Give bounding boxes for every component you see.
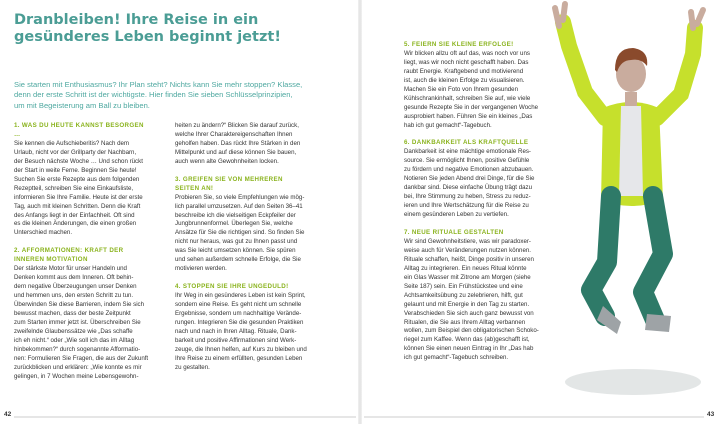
page-number-right: 43	[707, 411, 715, 418]
body-line: nach und nach in Ihren Alltag. Rituale, Dank-	[175, 327, 297, 335]
paragraph-gap	[175, 167, 315, 176]
paragraph-gap	[404, 131, 544, 140]
body-line: Denken kommt aus dem Inneren. Oft behin-	[14, 274, 134, 282]
section-heading: 2. AFFORMATIONEN: KRAFT DER	[14, 247, 124, 255]
body-line: ich eh nicht.“ oder „Wie soll ich das im Alltag	[14, 336, 135, 344]
paragraph-gap	[175, 274, 315, 283]
body-line: bewusst machen, dass der beste Zeitpunkt	[14, 310, 131, 317]
right-leg-icon	[643, 196, 663, 320]
book-gutter	[358, 0, 362, 424]
body-line: Sie kennen die Aufschieberitis? Nach dem	[14, 139, 130, 147]
neck-icon	[625, 92, 637, 106]
body-line: Ergebnisse, sondern um nachhaltige Verände-	[175, 309, 302, 317]
body-line: liegt, was wir noch nicht geschafft haben. Das	[404, 58, 529, 66]
section-heading: 1. WAS DU HEUTE KANNST BESORGEN …	[14, 122, 144, 138]
section-heading: 7. NEUE RITUALE GESTALTEN	[404, 228, 504, 236]
body-line: geholfen haben. Das rückt Ihre Stärken in den	[175, 139, 301, 147]
body-line: nicht nur heraus, was gut zu Ihnen passt und	[175, 238, 298, 246]
ground-shadow-icon	[565, 369, 701, 395]
body-line: hab ich gut gemacht“-Tagebuch.	[404, 121, 492, 129]
body-line: ein Glas Wasser mit Zitrone am Morgen (siehe	[404, 273, 531, 281]
body-line: Urlaub, nicht vor der Grillparty der Nachbarn,	[14, 148, 137, 156]
footer-rule-right	[364, 416, 704, 418]
body-line: ieren und Ihre Wertschätzung für die Reise zu	[404, 202, 529, 210]
section-heading: INNEREN MOTIVATION	[14, 256, 88, 264]
body-line: Ansätze für Sie die richtigen sind. So finden Sie	[175, 229, 305, 237]
body-line: Achtsamkeitsübung zu zelebrieren, hilft, gut	[404, 291, 523, 299]
body-line: Rezeptteil, schreiben Sie eine Einkaufsliste,	[14, 184, 134, 192]
section-heading: SEITEN AN!	[175, 184, 214, 192]
body-line: zum Starten immer jetzt ist. Überschreiben Sie	[14, 318, 141, 326]
body-line: hinbekommen?“ durch sogenannte Afformatio-	[14, 345, 141, 353]
body-line: heiten zu ändern?“ Blicken Sie darauf zurück,	[175, 122, 299, 129]
body-line: zurückblicken und erklären: „Wie konnte es mir	[14, 363, 142, 371]
body-line: Wir sind Gewohnheitstiere, was wir paradoxer-	[404, 237, 531, 245]
body-line: bei, Ihre Stimmung zu heben, Stress zu reduz-	[404, 193, 531, 201]
title-line-1: Dranbleiben! Ihre Reise in ein	[14, 12, 259, 28]
body-line: Notieren Sie jeden Abend drei Dinge, für die Sie	[404, 175, 535, 183]
body-line: Tag, auch mit kleinen Schritten. Denn die Kraft	[14, 202, 141, 210]
body-line: Dankbarkeit ist eine mächtige emotionale Res-	[404, 148, 531, 156]
section-heading: 6. DANKBARKEIT ALS KRAFTQUELLE	[404, 139, 529, 147]
body-line: was Sie leicht umsetzen können. Sie spüren	[175, 247, 296, 255]
page-number-left: 42	[4, 411, 12, 418]
intro-paragraph	[14, 80, 344, 111]
body-line: Seite 187) sein. Ein Frühstückstee und eine	[404, 282, 523, 290]
shirt-icon	[619, 106, 643, 196]
body-line: ist, auch die kleinen Erfolge zu visualisieren.	[404, 76, 525, 84]
body-line: Überwinden Sie diese Barrieren, indem Sie sich	[14, 301, 145, 309]
body-line: informieren Sie Ihre Familie. Heute ist der erste	[14, 193, 143, 201]
intro-line: um mit Begeisterung am Ball zu bleiben.	[14, 100, 150, 110]
text-column-1	[14, 122, 152, 382]
body-line: einem gesünderen Leben zu vertiefen.	[404, 211, 509, 219]
section-heading: 5. FEIERN SIE KLEINE ERFOLGE!	[404, 41, 514, 48]
body-line: Rituale schaffen, heißt, Dinge positiv in unseren	[404, 255, 534, 263]
body-line: des Anfangs liegt in der Einfachheit. Oft sind	[14, 211, 135, 219]
title-line-2: gesünderes Leben beginnt jetzt!	[14, 29, 281, 45]
body-line: beschreibe ich die vielseitigen Eckpfeiler der	[175, 211, 296, 219]
footer-rule-left	[14, 416, 356, 418]
jumping-person-illustration	[545, 0, 715, 420]
body-line: zeuge, die Ihnen helfen, auf Kurs zu bleiben und	[175, 345, 307, 353]
body-line: auch wenn alte Gewohnheiten locken.	[175, 157, 279, 165]
body-line: Kühlschrankinhalt, schreiben Sie auf, wie viele	[404, 94, 531, 102]
body-line: der Besuch nächste Woche … Und schon rückt	[14, 157, 143, 165]
body-line: motivieren werden.	[175, 265, 227, 273]
body-line: raubt Energie. Kraftgebend und motivierend	[404, 67, 524, 75]
left-arm-icon	[563, 22, 605, 118]
right-arm-icon	[657, 28, 695, 118]
body-line: Ritualen, die Sie aus Ihrem Alltag verbannen	[404, 318, 526, 326]
paragraph-gap	[14, 238, 152, 247]
body-line: zu fördern und negative Emotionen abzubauen.	[404, 166, 534, 174]
section-heading: 3. GREIFEN SIE VON MEHREREN	[175, 175, 283, 183]
body-line: gelingen, in 7 Wochen meine Lebensgewohn-	[14, 372, 139, 380]
right-shoe-icon	[645, 314, 671, 332]
body-line: der Start in weite Ferne. Beginnen Sie heute!	[14, 166, 137, 174]
body-line: zweifelnde Glaubenssätze wie „Das schaffe	[14, 327, 133, 335]
body-line: zu gestalten.	[175, 363, 210, 371]
body-line: Alltag zu integrieren. Ein neues Ritual könnte	[404, 264, 527, 272]
body-line: Probieren Sie, so viele Empfehlungen wie mög-	[175, 193, 305, 201]
body-line: riegel zum Kaffee. Wenn das (ab)geschafft ist,	[404, 336, 530, 344]
body-line: source. Sie ermöglicht Ihnen, positive Gefühle	[404, 157, 530, 165]
body-line: es die kleinen Änderungen, die einen großen	[14, 220, 137, 228]
body-line: Wir blicken allzu oft auf das, was noch vor uns	[404, 49, 530, 57]
paragraph-gap	[404, 220, 544, 229]
body-line: welche Ihrer Charaktereigenschaften Ihnen	[175, 130, 293, 138]
body-line: barkeit und positive Affirmationen sind Werk-	[175, 336, 297, 344]
body-line: Mittelpunkt und auf diese können Sie bauen,	[175, 148, 297, 156]
body-line: lich parallel umzusetzen. Auf den Seiten 36–41	[175, 202, 303, 210]
body-line: weise auch für Veränderungen nutzen können.	[404, 246, 531, 254]
body-line: ausprobiert haben. Führen Sie ein kleines „Das	[404, 112, 533, 120]
body-line: und hemmen uns, den ersten Schritt zu tun.	[14, 292, 134, 300]
left-leg-icon	[591, 196, 611, 316]
body-line: Der stärkste Motor für unser Handeln und	[14, 265, 127, 273]
body-line: nen: Formulieren Sie Fragen, die aus der Zukunft	[14, 354, 149, 362]
intro-line: denn der erste Schritt ist der wichtigste. Hier finden Sie sieben Schlüsselprinzipien,	[14, 90, 293, 100]
body-line: können Sie einen neuen Eintrag in Ihr „Das hab	[404, 345, 534, 353]
text-column-2	[175, 122, 315, 373]
body-line: sondern eine Reise. Es geht nicht um schnelle	[175, 301, 302, 309]
body-line: dern negative Überzeugungen unser Denken	[14, 283, 137, 291]
body-line: dankbar sind. Diese einfache Übung trägt dazu	[404, 184, 533, 192]
body-line: gelaunt und mit Energie in den Tag zu starten.	[404, 300, 530, 308]
body-line: Ihr Weg in ein gesünderes Leben ist kein Sprint,	[175, 292, 306, 300]
body-line: Jungbrunnenformel. Überlegen Sie, welche	[175, 220, 293, 228]
body-line: wollen, zum Beispiel den obligatorischen Schoko-	[404, 327, 539, 335]
body-line: Unterschied machen.	[14, 229, 73, 237]
body-line: gesunde Rezepte Sie in der vergangenen Woche	[404, 103, 539, 111]
page-title	[14, 12, 344, 46]
intro-line: Sie starten mit Enthusiasmus? Ihr Plan steht? Nichts kann Sie mehr stoppen? Klasse,	[14, 80, 303, 89]
body-line: rungen. Integrieren Sie die gesunden Praktiken	[175, 318, 304, 326]
body-line: Machen Sie ein Foto von Ihrem gesunden	[404, 85, 519, 93]
body-line: und sehen außerdem schnelle Erfolge, die Sie	[175, 256, 301, 264]
body-line: ich gut gemacht“-Tagebuch schreiben.	[404, 354, 509, 362]
body-line: Verabschieden Sie sich auch ganz bewusst von	[404, 309, 534, 317]
body-line: Ihre Reise zu einem erfüllten, gesunden Leben	[175, 354, 303, 362]
body-line: Suchen Sie erste Rezepte aus dem folgenden	[14, 175, 140, 183]
text-column-3	[404, 41, 544, 363]
section-heading: 4. STOPPEN SIE IHRE UNGEDULD!	[175, 283, 289, 291]
